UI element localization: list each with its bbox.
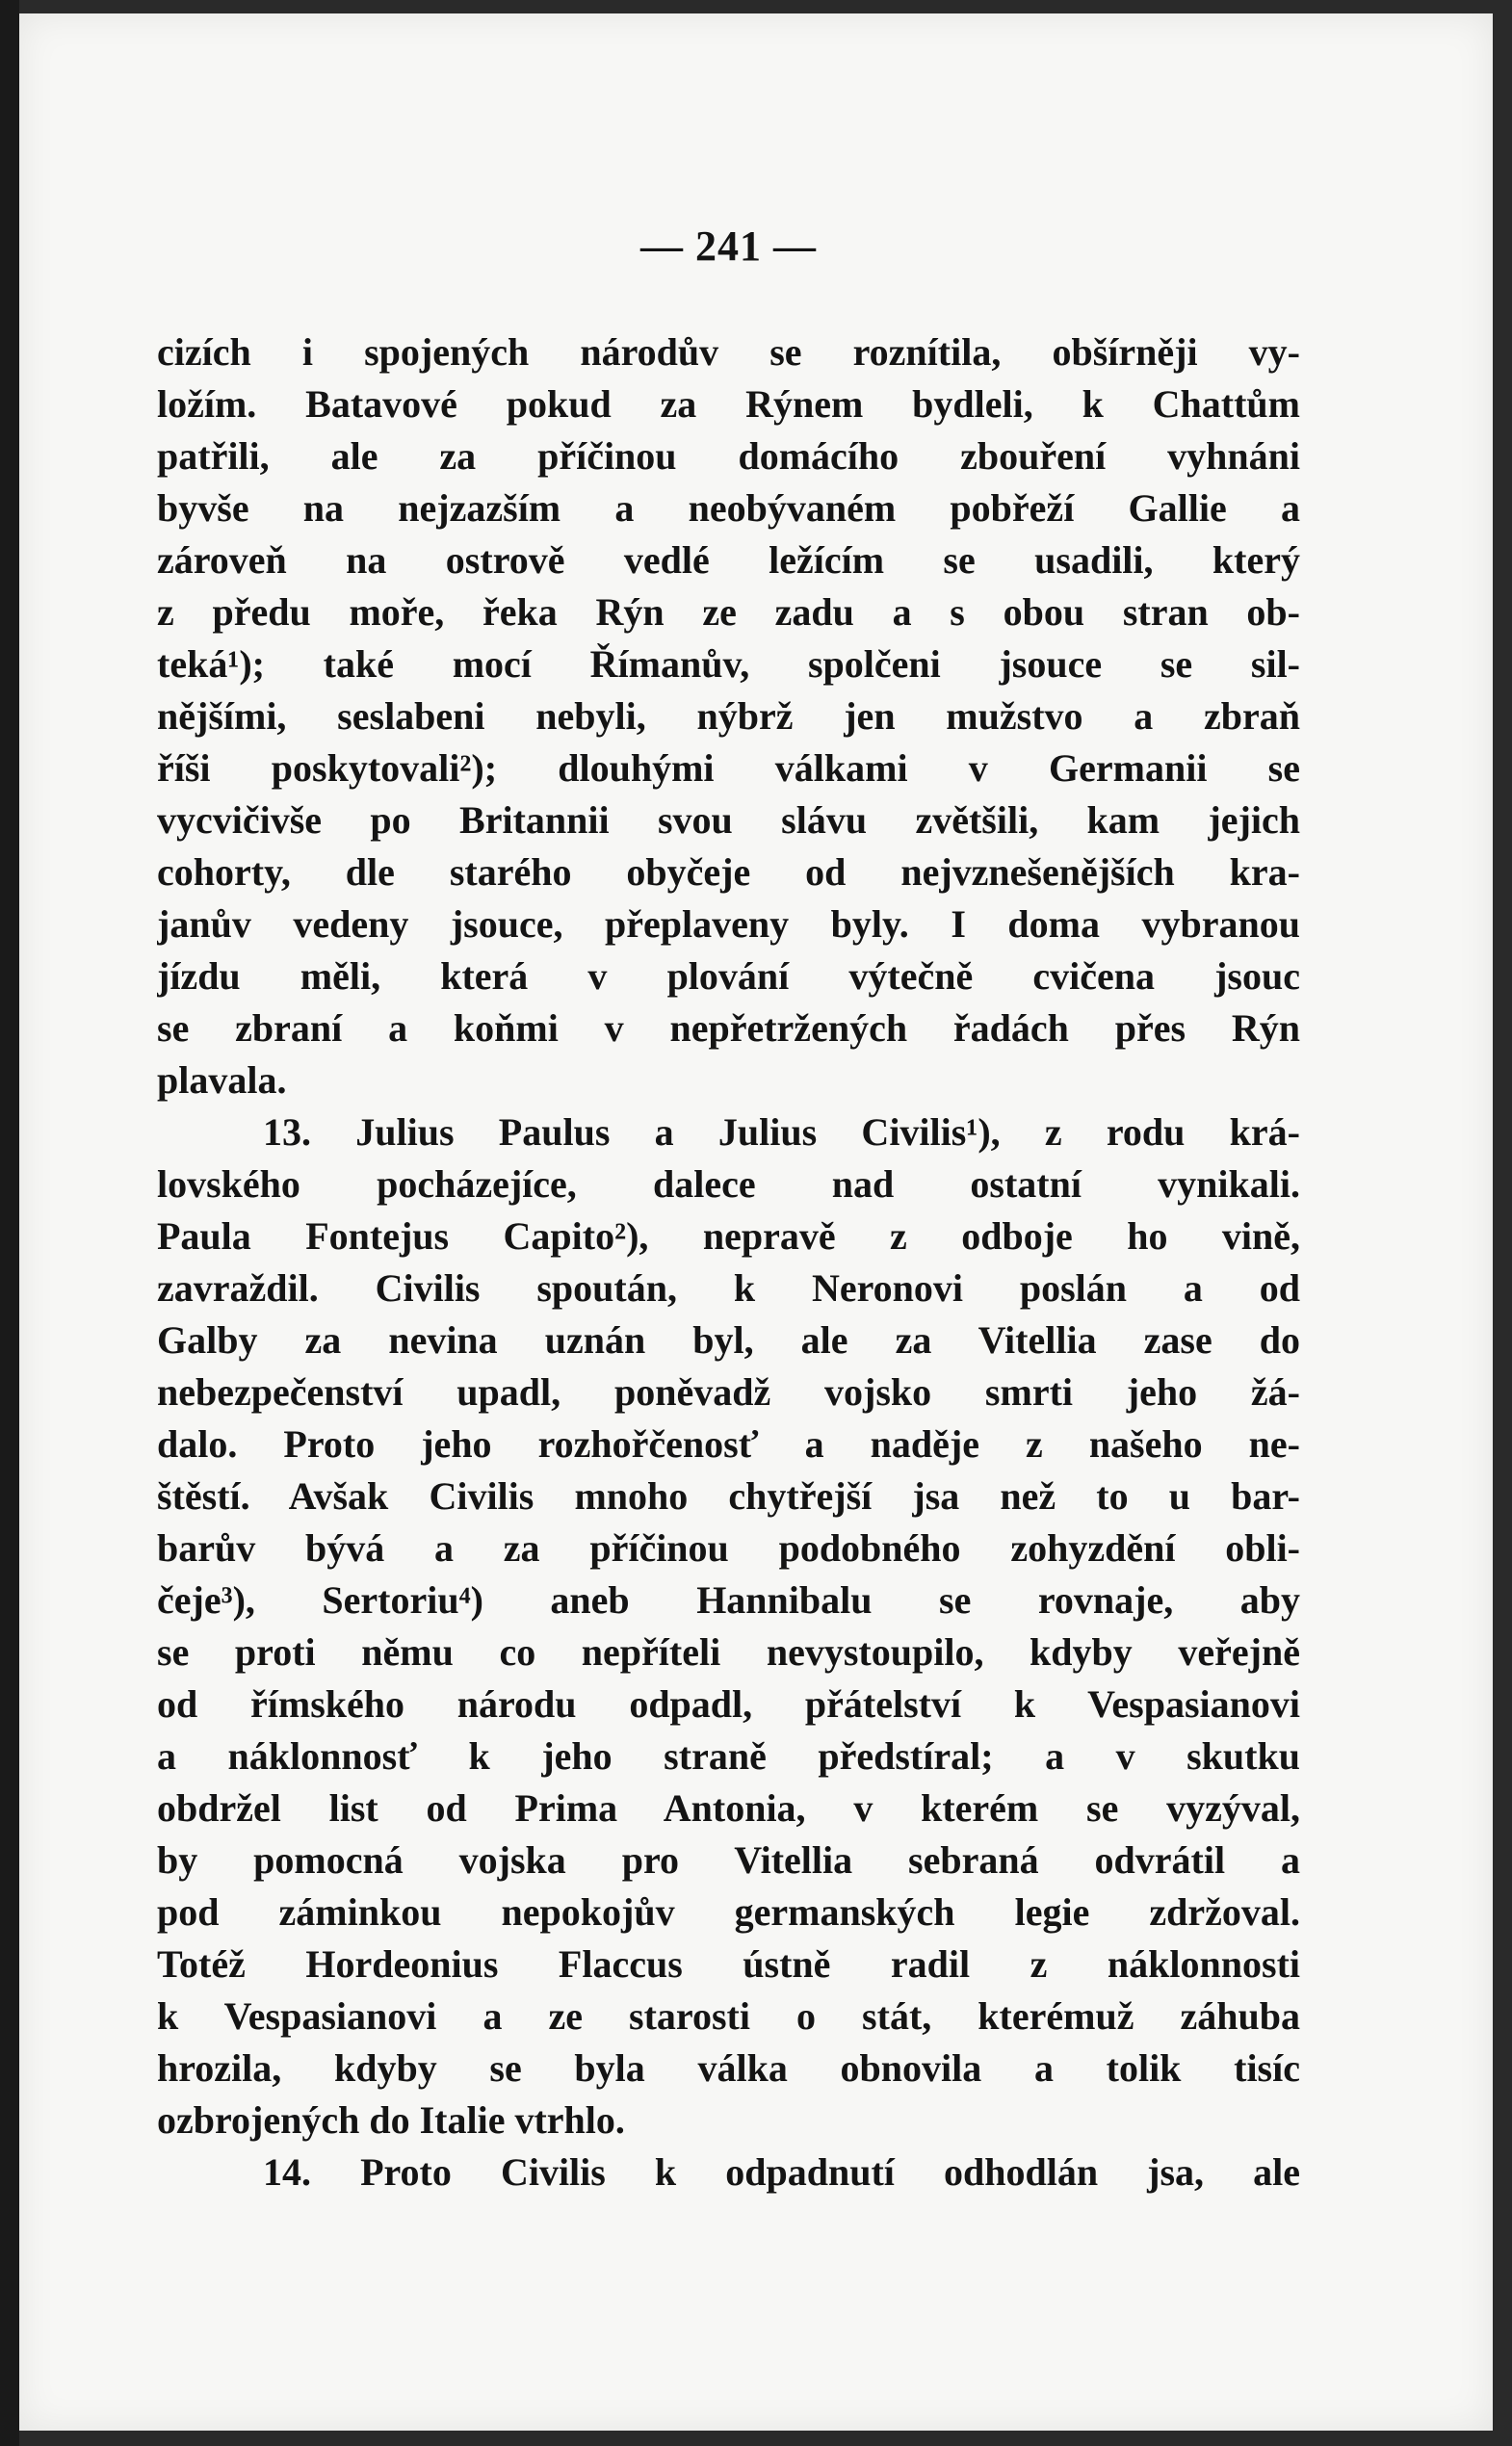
text-line: nebezpečenství upadl, poněvadž vojsko smrti jeho žá- xyxy=(157,1370,1300,1414)
text-line: k Vespasianovi a ze starosti o stát, kterémuž záhuba xyxy=(157,1994,1300,2038)
text-line: se proti němu co nepříteli nevystoupilo, kdyby veřejně xyxy=(157,1630,1300,1674)
text-line: nějšími, seslabeni nebyli, nýbrž jen mužstvo a zbraň xyxy=(157,694,1300,738)
text-body xyxy=(157,326,1300,2199)
text-line: ložím. Batavové pokud za Rýnem bydleli, k Chattům xyxy=(157,382,1300,426)
text-line: plavala. xyxy=(157,1058,287,1102)
text-line: vycvičivše po Britannii svou slávu zvětšili, kam jejich xyxy=(157,798,1300,842)
text-line: cohorty, dle starého obyčeje od nejvznešenějších kra- xyxy=(157,850,1300,894)
text-line: hrozila, kdyby se byla válka obnovila a tolik tisíc xyxy=(157,2046,1300,2090)
text-line: zavraždil. Civilis spoután, k Neronovi poslán a od xyxy=(157,1266,1300,1310)
text-line: barův bývá a za příčinou podobného zohyzdění obli- xyxy=(157,1526,1300,1570)
text-line: lovského pocházejíce, dalece nad ostatní vynikali. xyxy=(157,1162,1300,1206)
text-line: štěstí. Avšak Civilis mnoho chytřejší jsa než to u bar- xyxy=(157,1474,1300,1518)
text-line: 13. Julius Paulus a Julius Civilis¹), z rodu krá- xyxy=(263,1110,1300,1154)
page-number: — 241 — xyxy=(640,222,817,270)
scan-edge xyxy=(0,0,19,2446)
text-line: dalo. Proto jeho rozhořčenosť a naděje z našeho ne- xyxy=(157,1422,1300,1466)
text-line: cizích i spojených národův se roznítila, obšírněji vy- xyxy=(157,330,1300,374)
text-line: zároveň na ostrově vedlé ležícím se usadili, který xyxy=(157,538,1300,582)
text-line: obdržel list od Prima Antonia, v kterém se vyzýval, xyxy=(157,1786,1300,1830)
text-line: říši poskytovali²); dlouhými válkami v Germanii se xyxy=(157,746,1300,790)
text-line: z předu moře, řeka Rýn ze zadu a s obou stran ob- xyxy=(157,590,1300,634)
text-line: se zbraní a koňmi v nepřetržených řadách přes Rýn xyxy=(157,1006,1300,1050)
text-line: jízdu měli, která v plování výtečně cvičena jsouc xyxy=(157,954,1300,998)
text-line: by pomocná vojska pro Vitellia sebraná odvrátil a xyxy=(157,1838,1300,1882)
text-line: patřili, ale za příčinou domácího zbouření vyhnáni xyxy=(157,434,1300,478)
text-line: ozbrojených do Italie vtrhlo. xyxy=(157,2098,625,2142)
text-line: teká¹); také mocí Římanův, spolčeni jsouce se sil- xyxy=(157,642,1300,686)
text-line: 14. Proto Civilis k odpadnutí odhodlán jsa, ale xyxy=(263,2150,1300,2194)
text-line: a náklonnosť k jeho straně předstíral; a v skutku xyxy=(157,1734,1300,1778)
text-line: Paula Fontejus Capito²), nepravě z odboje ho vině, xyxy=(157,1214,1300,1258)
text-line: od římského národu odpadl, přátelství k Vespasianovi xyxy=(157,1682,1300,1726)
page-content xyxy=(157,221,1300,2199)
text-line: janův vedeny jsouce, přeplaveny byly. I doma vybranou xyxy=(157,902,1300,946)
text-line: čeje³), Sertoriu⁴) aneb Hannibalu se rovnaje, aby xyxy=(157,1578,1300,1622)
text-line: Totéž Hordeonius Flaccus ústně radil z náklonnosti xyxy=(157,1942,1300,1986)
text-line: pod záminkou nepokojův germanských legie zdržoval. xyxy=(157,1890,1300,1934)
text-line: Galby za nevina uznán byl, ale za Vitellia zase do xyxy=(157,1318,1300,1362)
text-line: byvše na nejzazším a neobývaném pobřeží Gallie a xyxy=(157,486,1300,530)
